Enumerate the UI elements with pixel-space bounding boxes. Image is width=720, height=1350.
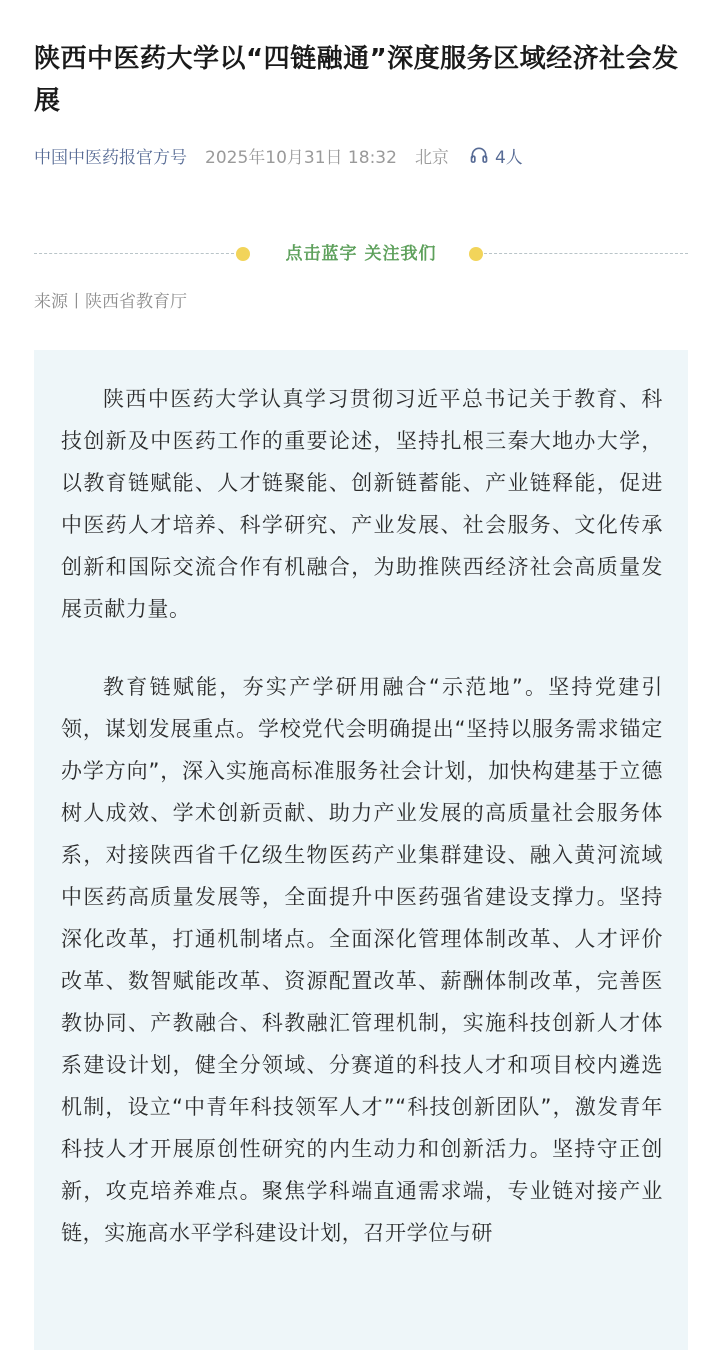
paragraph: 陕西中医药大学认真学习贯彻习近平总书记关于教育、科技创新及中医药工作的重要论述，坚持扎根三秦大地办大学，以教育链赋能、人才链聚能、创新链蓄能、产业链释能，促进中医药人才培养、科学研究、产业发展、社会服务、文化传承创新和国际交流合作有机融合，为助推陕西经济社会高质量发展贡献力量。 [61,387,663,621]
follow-banner[interactable] [34,240,688,268]
article-meta [34,141,523,169]
listen-button[interactable] [469,143,523,168]
dot-icon-right [469,247,483,261]
follow-text: 点击蓝字 关注我们 [285,244,437,264]
account-name-link[interactable]: 中国中医药报官方号 [34,147,187,168]
article-body [34,350,688,1350]
dot-icon-left [236,247,250,261]
headphones-icon [469,145,489,165]
publish-datetime: 2025年10月31日 18:32 [205,147,397,168]
article-title: 陕西中医药大学以“四链融通”深度服务区域经济社会发展 [34,44,679,116]
source-line: 来源丨陕西省教育厅 [34,292,187,312]
listener-count: 4人 [494,147,523,168]
divider-left [34,253,234,254]
divider-right [484,253,688,254]
publish-location: 北京 [414,147,449,168]
paragraph: 教育链赋能，夯实产学研用融合“示范地”。坚持党建引领，谋划发展重点。学校党代会明确提出“坚持以服务需求锚定办学方向”，深入实施高标准服务社会计划，加快构建基于立德树人成效、学术创新贡献、助力产业发展的高质量社会服务体系，对接陕西省千亿级生物医药产业集群建设、融入黄河流域中医药高质量发展等，全面提升中医药强省建设支撑力。坚持深化改革，打通机制堵点。全面深化管理体制改革、人才评价改革、数智赋能改革、资源配置改革、薪酬体制改革，完善医教协同、产教融合、科教融汇管理机制，实施科技创新人才体系建设计划，健全分领域、分赛道的科技人才和项目校内遴选机制，设立“中青年科技领军人才”“科技创新团队”，激发青年科技人才开展原创性研究的内生动力和创新活力。坚持守正创新，攻克培养难点。聚焦学科端直通需求端，专业链对接产业链，实施高水平学科建设计划，召开学位与研 [61,675,663,1245]
